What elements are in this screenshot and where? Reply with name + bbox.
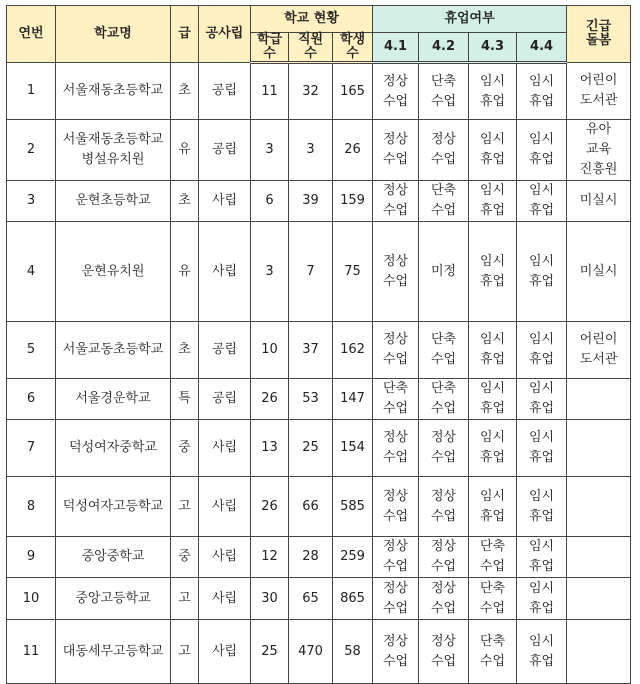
cell-students: 585 xyxy=(333,477,373,537)
cell-d44: 임시 휴업 xyxy=(517,578,567,620)
cell-d41: 정상 수업 xyxy=(373,477,419,537)
cell-d44: 임시 휴업 xyxy=(517,181,567,222)
cell-level: 유 xyxy=(171,222,199,322)
header-date-4-3: 4.3 xyxy=(469,33,517,63)
cell-type: 사립 xyxy=(199,578,251,620)
cell-school: 서울재동초등학교 xyxy=(56,63,171,120)
cell-classes: 3 xyxy=(251,120,289,181)
cell-students: 26 xyxy=(333,120,373,181)
cell-d43: 단축 수업 xyxy=(469,578,517,620)
cell-staff: 28 xyxy=(289,537,333,578)
cell-care xyxy=(567,477,631,537)
cell-no: 5 xyxy=(7,322,56,379)
cell-staff: 37 xyxy=(289,322,333,379)
cell-staff: 3 xyxy=(289,120,333,181)
cell-d42: 정상 수업 xyxy=(419,477,469,537)
cell-d42: 정상 수업 xyxy=(419,620,469,684)
cell-d41: 정상 수업 xyxy=(373,120,419,181)
header-type: 공사립 xyxy=(199,6,251,63)
cell-no: 9 xyxy=(7,537,56,578)
header-date-4-4: 4.4 xyxy=(517,33,567,63)
table-row xyxy=(7,222,631,322)
cell-staff: 470 xyxy=(289,620,333,684)
cell-students: 159 xyxy=(333,181,373,222)
cell-school: 운현유치원 xyxy=(56,222,171,322)
cell-students: 865 xyxy=(333,578,373,620)
cell-school: 운현초등학교 xyxy=(56,181,171,222)
cell-type: 공립 xyxy=(199,63,251,120)
header-level: 급 xyxy=(171,6,199,63)
cell-school: 덕성여자중학교 xyxy=(56,420,171,477)
cell-d43: 임시 휴업 xyxy=(469,322,517,379)
cell-school: 중앙고등학교 xyxy=(56,578,171,620)
table-row xyxy=(7,181,631,222)
cell-staff: 53 xyxy=(289,379,333,420)
cell-school: 서울재동초등학교 병설유치원 xyxy=(56,120,171,181)
cell-d43: 임시 휴업 xyxy=(469,222,517,322)
cell-d41: 정상 수업 xyxy=(373,420,419,477)
cell-d43: 임시 휴업 xyxy=(469,181,517,222)
cell-staff: 66 xyxy=(289,477,333,537)
table-body xyxy=(7,63,631,684)
cell-school: 중앙중학교 xyxy=(56,537,171,578)
cell-d42: 단축 수업 xyxy=(419,63,469,120)
cell-classes: 10 xyxy=(251,322,289,379)
cell-staff: 7 xyxy=(289,222,333,322)
cell-type: 사립 xyxy=(199,181,251,222)
cell-d41: 정상 수업 xyxy=(373,620,419,684)
cell-d43: 임시 휴업 xyxy=(469,120,517,181)
cell-no: 3 xyxy=(7,181,56,222)
cell-level: 중 xyxy=(171,420,199,477)
cell-d42: 정상 수업 xyxy=(419,420,469,477)
cell-d42: 미정 xyxy=(419,222,469,322)
cell-level: 초 xyxy=(171,63,199,120)
table-row xyxy=(7,420,631,477)
cell-students: 147 xyxy=(333,379,373,420)
cell-students: 58 xyxy=(333,620,373,684)
cell-school: 서울경운학교 xyxy=(56,379,171,420)
cell-d41: 정상 수업 xyxy=(373,537,419,578)
cell-d41: 정상 수업 xyxy=(373,181,419,222)
cell-d44: 임시 휴업 xyxy=(517,620,567,684)
table-row xyxy=(7,63,631,120)
cell-school: 덕성여자고등학교 xyxy=(56,477,171,537)
cell-d42: 정상 수업 xyxy=(419,578,469,620)
cell-staff: 32 xyxy=(289,63,333,120)
cell-d43: 임시 휴업 xyxy=(469,477,517,537)
table-row xyxy=(7,537,631,578)
cell-no: 7 xyxy=(7,420,56,477)
cell-students: 165 xyxy=(333,63,373,120)
table-row xyxy=(7,620,631,684)
cell-no: 6 xyxy=(7,379,56,420)
cell-no: 11 xyxy=(7,620,56,684)
cell-d44: 임시 휴업 xyxy=(517,537,567,578)
cell-classes: 11 xyxy=(251,63,289,120)
cell-classes: 12 xyxy=(251,537,289,578)
cell-students: 154 xyxy=(333,420,373,477)
cell-d43: 단축 수업 xyxy=(469,537,517,578)
cell-students: 162 xyxy=(333,322,373,379)
cell-staff: 39 xyxy=(289,181,333,222)
cell-care xyxy=(567,537,631,578)
cell-care: 어린이 도서관 xyxy=(567,322,631,379)
header-staff: 직원 수 xyxy=(289,33,333,63)
table-row xyxy=(7,379,631,420)
cell-type: 사립 xyxy=(199,477,251,537)
cell-d41: 정상 수업 xyxy=(373,222,419,322)
cell-d41: 단축 수업 xyxy=(373,379,419,420)
cell-type: 사립 xyxy=(199,420,251,477)
cell-d44: 임시 휴업 xyxy=(517,322,567,379)
cell-classes: 13 xyxy=(251,420,289,477)
cell-d41: 정상 수업 xyxy=(373,322,419,379)
cell-level: 초 xyxy=(171,322,199,379)
cell-d44: 임시 휴업 xyxy=(517,420,567,477)
cell-staff: 65 xyxy=(289,578,333,620)
cell-care xyxy=(567,379,631,420)
cell-d41: 정상 수업 xyxy=(373,63,419,120)
cell-classes: 6 xyxy=(251,181,289,222)
cell-school: 대동세무고등학교 xyxy=(56,620,171,684)
cell-level: 초 xyxy=(171,181,199,222)
cell-care xyxy=(567,620,631,684)
cell-care: 미실시 xyxy=(567,181,631,222)
header-closure-group: 휴업여부 xyxy=(373,6,567,33)
header-care: 긴급 돌봄 xyxy=(567,6,631,63)
cell-level: 고 xyxy=(171,578,199,620)
cell-care: 유아 교육 진흥원 xyxy=(567,120,631,181)
cell-classes: 30 xyxy=(251,578,289,620)
table-row xyxy=(7,120,631,181)
cell-d41: 정상 수업 xyxy=(373,578,419,620)
cell-type: 공립 xyxy=(199,379,251,420)
cell-staff: 25 xyxy=(289,420,333,477)
cell-type: 공립 xyxy=(199,322,251,379)
header-school: 학교명 xyxy=(56,6,171,63)
header-date-4-1: 4.1 xyxy=(373,33,419,63)
cell-care: 미실시 xyxy=(567,222,631,322)
cell-level: 고 xyxy=(171,620,199,684)
cell-d43: 임시 휴업 xyxy=(469,420,517,477)
cell-d42: 단축 수업 xyxy=(419,322,469,379)
table-row xyxy=(7,322,631,379)
cell-d44: 임시 휴업 xyxy=(517,379,567,420)
cell-d42: 단축 수업 xyxy=(419,379,469,420)
cell-students: 259 xyxy=(333,537,373,578)
cell-d42: 정상 수업 xyxy=(419,537,469,578)
cell-level: 고 xyxy=(171,477,199,537)
cell-classes: 25 xyxy=(251,620,289,684)
header-no: 연번 xyxy=(7,6,56,63)
table-row xyxy=(7,578,631,620)
cell-d44: 임시 휴업 xyxy=(517,120,567,181)
cell-d44: 임시 휴업 xyxy=(517,477,567,537)
cell-no: 8 xyxy=(7,477,56,537)
cell-level: 중 xyxy=(171,537,199,578)
cell-no: 4 xyxy=(7,222,56,322)
header-classes: 학급 수 xyxy=(251,33,289,63)
cell-d43: 단축 수업 xyxy=(469,620,517,684)
cell-students: 75 xyxy=(333,222,373,322)
header-students: 학생 수 xyxy=(333,33,373,63)
cell-type: 사립 xyxy=(199,620,251,684)
cell-no: 2 xyxy=(7,120,56,181)
cell-classes: 26 xyxy=(251,379,289,420)
cell-d42: 정상 수업 xyxy=(419,120,469,181)
cell-type: 공립 xyxy=(199,120,251,181)
cell-care: 어린이 도서관 xyxy=(567,63,631,120)
cell-school: 서울교동초등학교 xyxy=(56,322,171,379)
cell-no: 1 xyxy=(7,63,56,120)
cell-d43: 임시 휴업 xyxy=(469,63,517,120)
cell-care xyxy=(567,578,631,620)
cell-level: 특 xyxy=(171,379,199,420)
cell-d42: 단축 수업 xyxy=(419,181,469,222)
cell-classes: 26 xyxy=(251,477,289,537)
header-status-group: 학교 현황 xyxy=(251,6,373,33)
cell-d44: 임시 휴업 xyxy=(517,63,567,120)
cell-no: 10 xyxy=(7,578,56,620)
cell-d43: 임시 휴업 xyxy=(469,379,517,420)
school-closure-table xyxy=(6,5,631,684)
header-date-4-2: 4.2 xyxy=(419,33,469,63)
cell-care xyxy=(567,420,631,477)
cell-type: 사립 xyxy=(199,537,251,578)
cell-type: 사립 xyxy=(199,222,251,322)
cell-d44: 임시 휴업 xyxy=(517,222,567,322)
table-row xyxy=(7,477,631,537)
cell-classes: 3 xyxy=(251,222,289,322)
cell-level: 유 xyxy=(171,120,199,181)
